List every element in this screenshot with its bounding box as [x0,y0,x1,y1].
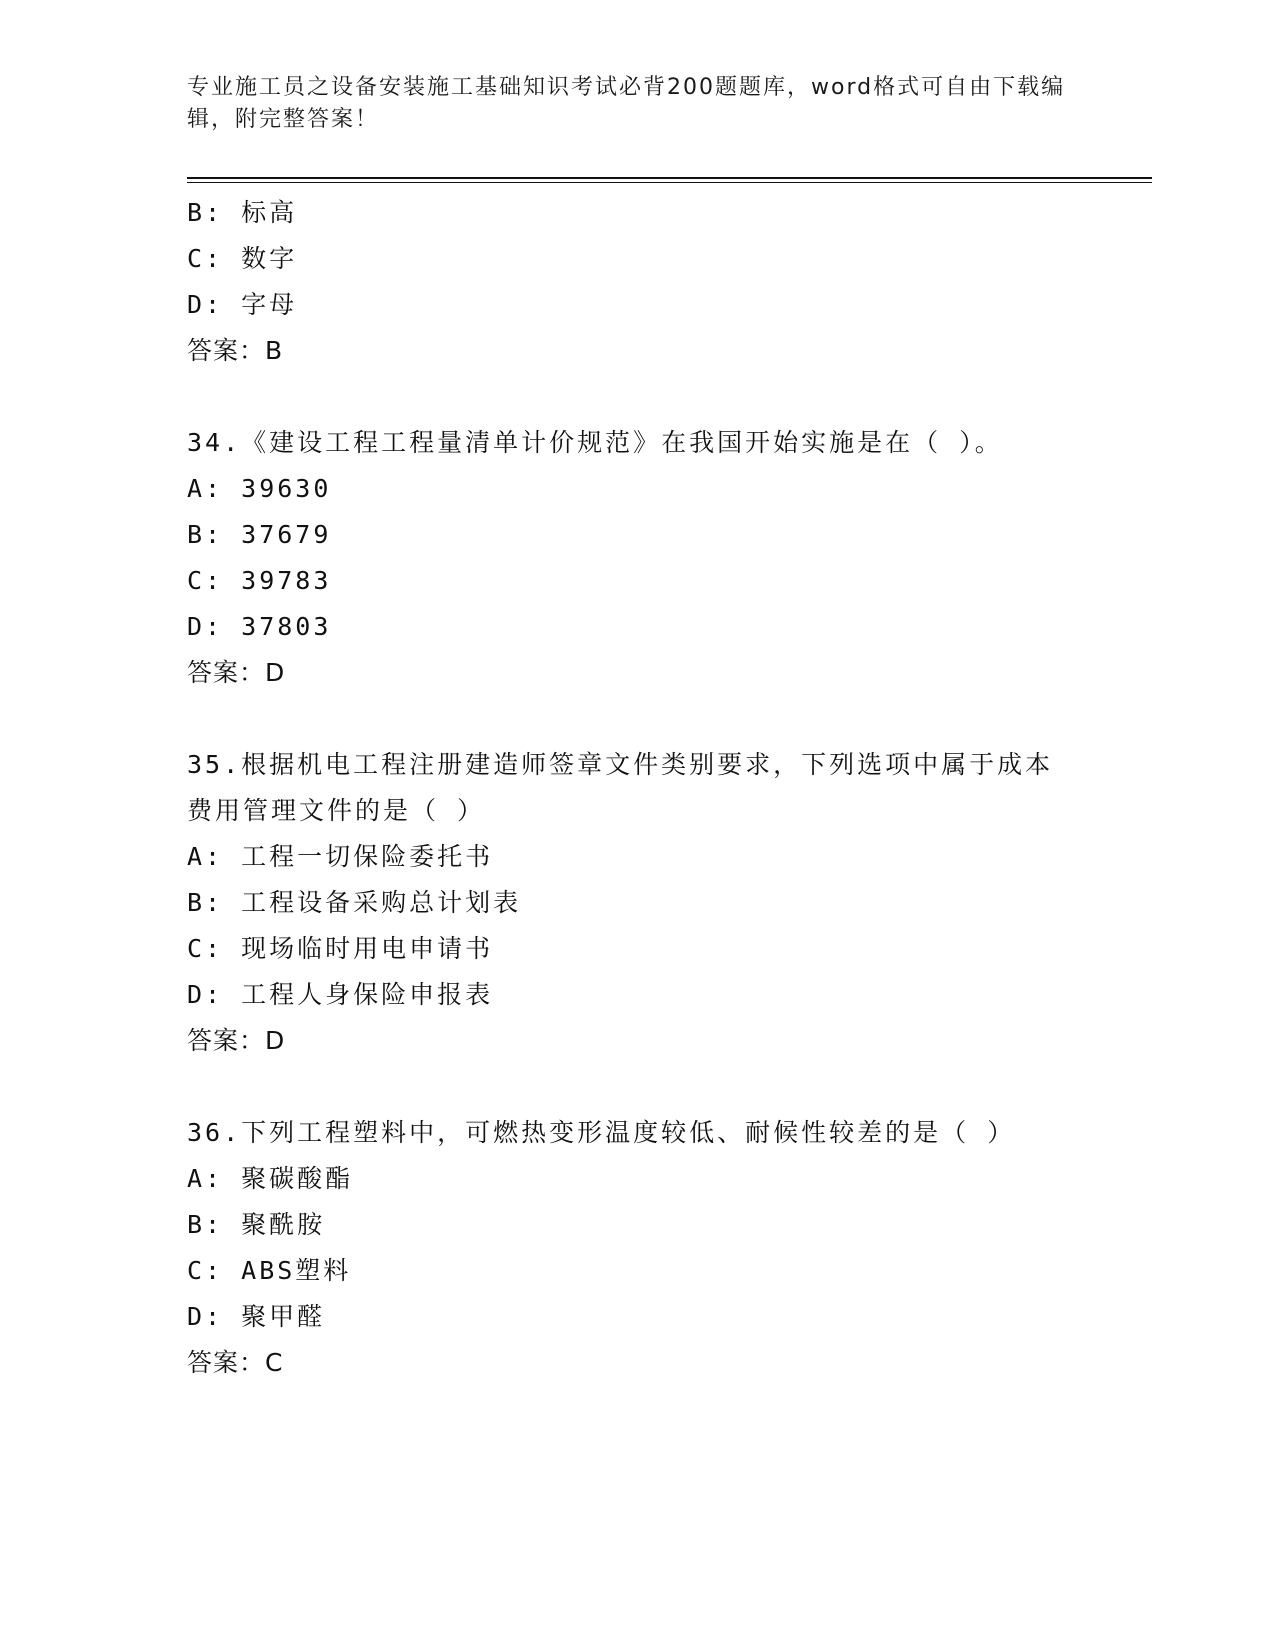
option-b: B: 工程设备采购总计划表 [187,888,522,917]
header-rule-thick [187,177,1152,179]
option-d: D: 工程人身保险申报表 [187,980,494,1009]
question-35-block [187,742,1087,1064]
option-c: C: 数字 [187,244,298,273]
option-b: B: 37679 [187,520,332,549]
answer-line: 答案：C [187,1348,284,1377]
option-d: D: 字母 [187,290,298,319]
question-text: 34.《建设工程工程量清单计价规范》在我国开始实施是在（ ）。 [187,428,1003,457]
question-text: 35.根据机电工程注册建造师签章文件类别要求，下列选项中属于成本费用管理文件的是（ ） [187,750,1054,825]
page-header-title: 专业施工员之设备安装施工基础知识考试必背200题题库，word格式可自由下载编辑，附完整答案！ [187,75,1066,132]
answer-line: 答案：D [187,1026,286,1055]
option-a: A: 聚碳酸酯 [187,1164,354,1193]
option-d: D: 聚甲醛 [187,1302,326,1331]
option-a: A: 工程一切保险委托书 [187,842,494,871]
option-b: B: 标高 [187,198,298,227]
option-c: C: ABS塑料 [187,1256,352,1285]
question-content [187,190,1087,1386]
option-b: B: 聚酰胺 [187,1210,326,1239]
option-c: C: 39783 [187,566,332,595]
question-36-block [187,1110,1087,1386]
answer-line: 答案：B [187,336,284,365]
header-rule-thin [187,182,1152,183]
option-c: C: 现场临时用电申请书 [187,934,494,963]
option-d: D: 37803 [187,612,332,641]
question-33-block [187,190,1087,374]
question-text: 36.下列工程塑料中，可燃热变形温度较低、耐候性较差的是（ ） [187,1118,1016,1147]
question-34-block [187,420,1087,696]
spacer [187,374,1087,420]
answer-line: 答案：D [187,658,286,687]
option-a: A: 39630 [187,474,332,503]
spacer [187,1064,1087,1110]
spacer [187,696,1087,742]
